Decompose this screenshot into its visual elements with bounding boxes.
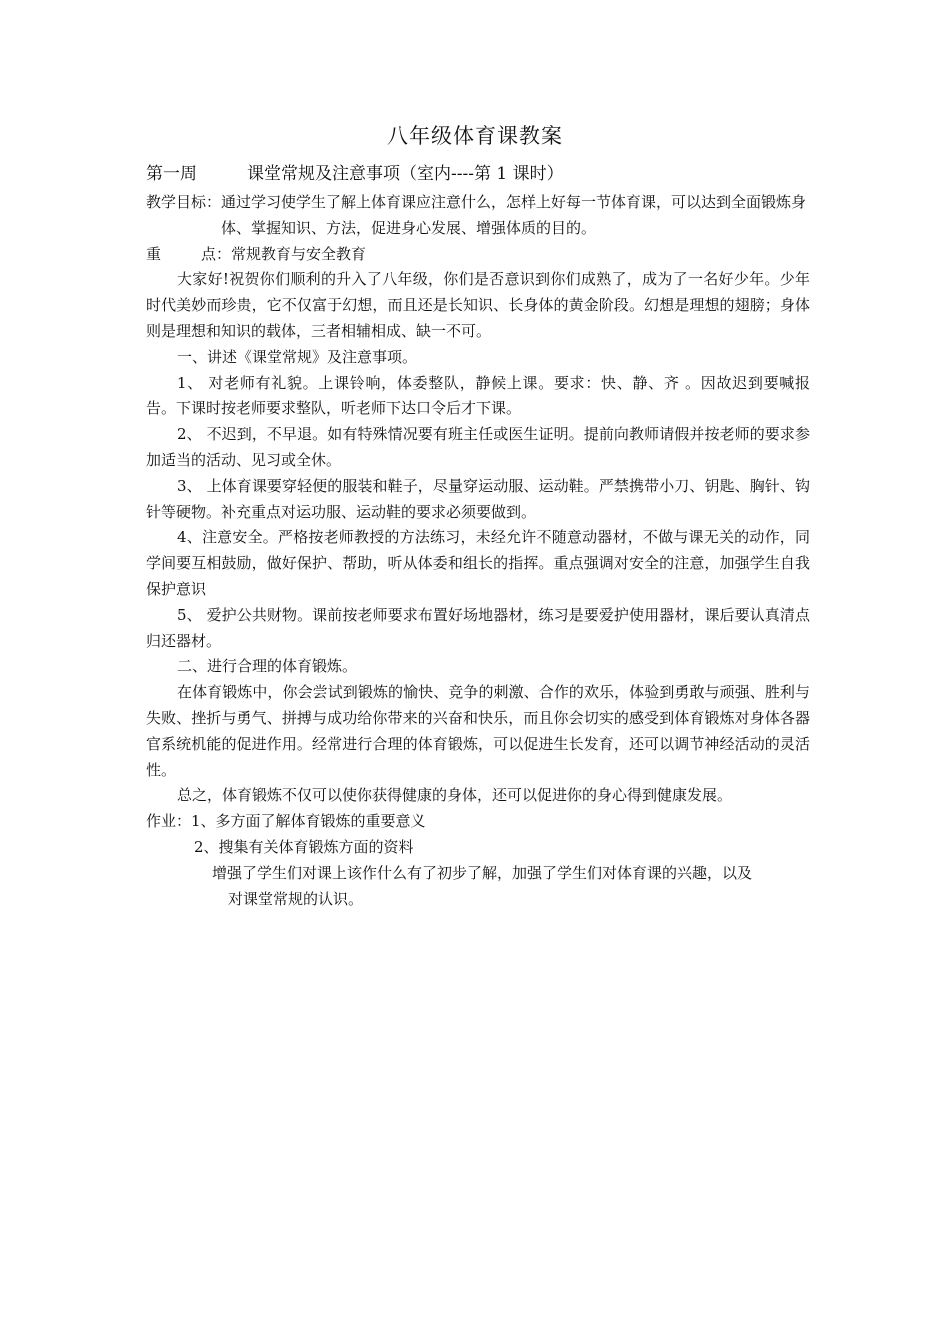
homework	[146, 809, 810, 835]
intro-paragraph: 大家好!祝贺你们顺利的升入了八年级，你们是否意识到你们成熟了，成为了一名好少年。少年时代美妙而珍贵，它不仅富于幻想，而且还是长知识、长身体的黄金阶段。幻想是理想的翅膀；身体则是理想和知识的载体，三者相辅相成、缺一不可。	[146, 270, 810, 340]
rule-item-4: 4、注意安全。严格按老师教授的方法练习，未经允许不随意动器材，不做与课无关的动作，同学间要互相鼓励，做好保护、帮助，听从体委和组长的指挥。重点强调对安全的注意，加强学生自我保护意识	[146, 528, 810, 598]
week-label: 第一周	[146, 164, 197, 184]
key-point	[146, 242, 810, 268]
rule-item-2: 2、 不迟到，不早退。如有特殊情况要有班主任或医生证明。提前向教师请假并按老师的要求参加适当的活动、见习或全休。	[146, 425, 810, 469]
key-point-label-b: 点：	[201, 244, 232, 263]
teaching-objective	[146, 190, 810, 242]
week-heading	[146, 162, 564, 186]
section-heading-2: 二、进行合理的体育锻炼。	[177, 657, 358, 676]
homework-label: 作业：	[146, 812, 192, 831]
lesson-reflection	[146, 861, 810, 913]
reflection-line-1: 增强了学生们对课上该作什么有了初步了解，加强了学生们对体育课的兴趣，以及	[212, 863, 753, 882]
objective-text: 通过学习使学生了解上体育课应注意什么，怎样上好每一节体育课，可以达到全面锻炼身体、掌握知识、方法，促进身心发展、增强体质的目的。	[221, 193, 807, 237]
lesson-topic: 课堂常规及注意事项（室内----第 1 课时）	[247, 164, 564, 184]
exercise-paragraph: 在体育锻炼中，你会尝试到锻炼的愉快、竞争的刺激、合作的欢乐，体验到勇敢与顽强、胜利与失败、挫折与勇气、拼搏与成功给你带来的兴奋和快乐，而且你会切实的感受到体育锻炼对身体各器官系统机能的促进作用。经常进行合理的体育锻炼，可以促进生长发育，还可以调节神经活动的灵活性。	[146, 683, 810, 779]
rule-item-1: 1、 对老师有礼貌。上课铃响，体委整队，静候上课。要求：快、静、齐 。因故迟到要喊报告。下课时按老师要求整队，听老师下达口令后才下课。	[146, 373, 810, 418]
key-point-text: 常规教育与安全教育	[231, 244, 367, 263]
page-title: 八年级体育课教案	[387, 124, 563, 148]
rule-item-5: 5、 爱护公共财物。课前按老师要求布置好场地器材，练习是要爱护使用器材，课后要认真清点归还器材。	[146, 605, 810, 650]
rule-item-3: 3、 上体育课要穿轻便的服装和鞋子，尽量穿运动服、运动鞋。严禁携带小刀、钥匙、胸针、钩针等硬物。补充重点对运功服、运动鞋的要求必须要做到。	[146, 476, 810, 521]
objective-label: 教学目标：	[146, 193, 222, 211]
homework-item-2: 2、搜集有关体育锻炼方面的资料	[194, 837, 414, 856]
section-heading-1: 一、讲述《课堂常规》及注意事项。	[177, 347, 418, 366]
summary-paragraph: 总之，体育锻炼不仅可以使你获得健康的身体，还可以促进你的身心得到健康发展。	[177, 786, 733, 805]
key-point-label-a: 重	[146, 244, 162, 263]
homework-item-1: 1、多方面了解体育锻炼的重要意义	[191, 812, 426, 831]
lesson-body	[146, 190, 810, 912]
reflection-line-2: 对课堂常规的认识。	[228, 889, 364, 908]
